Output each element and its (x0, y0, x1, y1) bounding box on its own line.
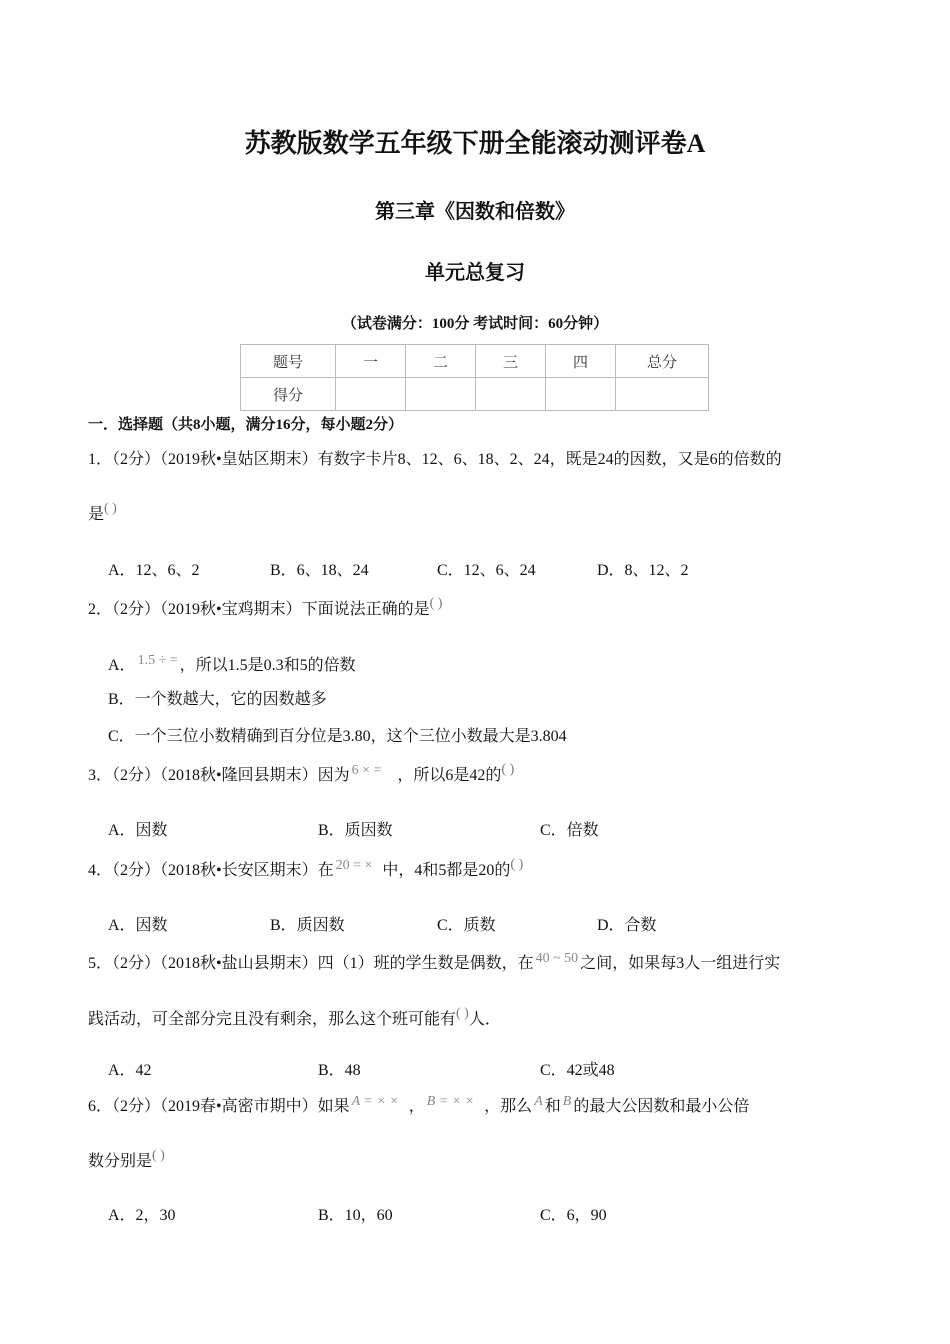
question-2 (88, 596, 443, 621)
question-text: ，所以6是42的 (397, 767, 502, 784)
exam-note: （试卷满分：100分 考试时间：60分钟） (341, 316, 609, 332)
question-text: 中，4和5都是20的 (382, 862, 511, 879)
option-b: B．10，60 (318, 1207, 393, 1224)
option-label: A． (108, 657, 136, 674)
option-a (108, 653, 356, 677)
option-c: C．12、6、24 (437, 562, 536, 579)
option-a: A．因数 (108, 917, 168, 934)
math-expression: B = × × (426, 1094, 475, 1109)
option-b: B．48 (318, 1062, 361, 1079)
option-c: C．6，90 (540, 1207, 607, 1224)
option-a: A．因数 (108, 822, 168, 839)
question-4 (88, 857, 524, 882)
answer-blank: ( ) (456, 1006, 469, 1021)
question-6-cont (88, 1148, 165, 1173)
question-text: 4．（2分）（2018秋•长安区期末）在 (88, 862, 334, 879)
question-text: 5．（2分）（2018秋•盐山县期末）四（1）班的学生数是偶数，在 (88, 955, 534, 972)
option-d: D．合数 (597, 917, 657, 934)
option-c: C．一个三位小数精确到百分位是3.80，这个三位小数最大是3.804 (108, 728, 567, 745)
unit-title: 单元总复习 (425, 262, 525, 284)
question-text: 1．（2分）（2019秋•皇姑区期末）有数字卡片8、12、6、18、2、24，既是24的因数，又是6的倍数的 (88, 451, 782, 468)
answer-blank: ( ) (429, 596, 443, 611)
table-header: 总分 (616, 345, 709, 378)
score-cell[interactable] (616, 378, 709, 411)
chapter-title: 第三章《因数和倍数》 (375, 201, 575, 223)
option-c: C．质数 (437, 917, 496, 934)
question-text: 的最大公因数和最小公倍 (573, 1098, 750, 1115)
question-text: 2．（2分）（2019秋•宝鸡期末）下面说法正确的是 (88, 601, 430, 618)
score-cell[interactable] (336, 378, 406, 411)
option-a: A．2，30 (108, 1207, 176, 1224)
answer-blank: ( ) (501, 762, 515, 777)
option-a: A．12、6、2 (108, 562, 200, 579)
question-1 (88, 450, 782, 470)
option-d: D．8、12、2 (597, 562, 689, 579)
math-expression: 6 × = (351, 763, 382, 778)
score-cell[interactable] (406, 378, 476, 411)
math-variable: A (534, 1094, 543, 1109)
question-6 (88, 1094, 750, 1118)
answer-blank: ( ) (104, 501, 117, 516)
table-row-label: 得分 (241, 378, 336, 411)
question-text: 3．（2分）（2018秋•隆回县期末）因为 (88, 767, 350, 784)
question-text: 数分别是 (88, 1153, 153, 1170)
question-3 (88, 762, 515, 787)
question-text: 践活动，可全部分完且没有剩余，那么这个班可能有 (88, 1011, 457, 1028)
score-cell[interactable] (476, 378, 546, 411)
table-header: 二 (406, 345, 476, 378)
math-expression: 40 ~ 50 (535, 951, 579, 966)
option-b: B．一个数越大，它的因数越多 (108, 691, 327, 708)
question-text: 之间，如果每3人一组进行实 (580, 955, 781, 972)
answer-blank: ( ) (152, 1148, 165, 1163)
score-table (240, 344, 709, 411)
option-c: C．42或48 (540, 1062, 615, 1079)
question-1-cont (88, 501, 117, 526)
question-5-cont (88, 1006, 501, 1031)
question-text: ，那么 (484, 1098, 533, 1115)
option-b: B．质因数 (318, 822, 393, 839)
table-header: 四 (546, 345, 616, 378)
question-text: 和 (544, 1098, 561, 1115)
question-text: 6．（2分）（2019春•高密市期中）如果 (88, 1098, 350, 1115)
math-expression: 20 = × (335, 858, 373, 873)
option-c: C．倍数 (540, 822, 599, 839)
section-heading: 一．选择题（共8小题，满分16分，每小题2分） (88, 417, 404, 433)
answer-blank: ( ) (510, 857, 524, 872)
page-title: 苏教版数学五年级下册全能滚动测评卷A (244, 129, 706, 158)
question-text: 是 (88, 506, 105, 523)
score-cell[interactable] (546, 378, 616, 411)
table-header: 一 (336, 345, 406, 378)
math-expression: 1.5 ÷ = (137, 653, 178, 668)
option-b: B．质因数 (270, 917, 345, 934)
option-b: B．6、18、24 (270, 562, 369, 579)
math-expression: A = × × (351, 1094, 399, 1109)
option-a: A．42 (108, 1062, 152, 1079)
option-text: ，所以1.5是0.3和5的倍数 (179, 657, 356, 674)
question-5 (88, 951, 781, 975)
question-text: ， (408, 1098, 425, 1115)
table-header: 题号 (241, 345, 336, 378)
math-variable: B (562, 1094, 572, 1109)
table-header: 三 (476, 345, 546, 378)
question-text: 人． (468, 1011, 501, 1028)
